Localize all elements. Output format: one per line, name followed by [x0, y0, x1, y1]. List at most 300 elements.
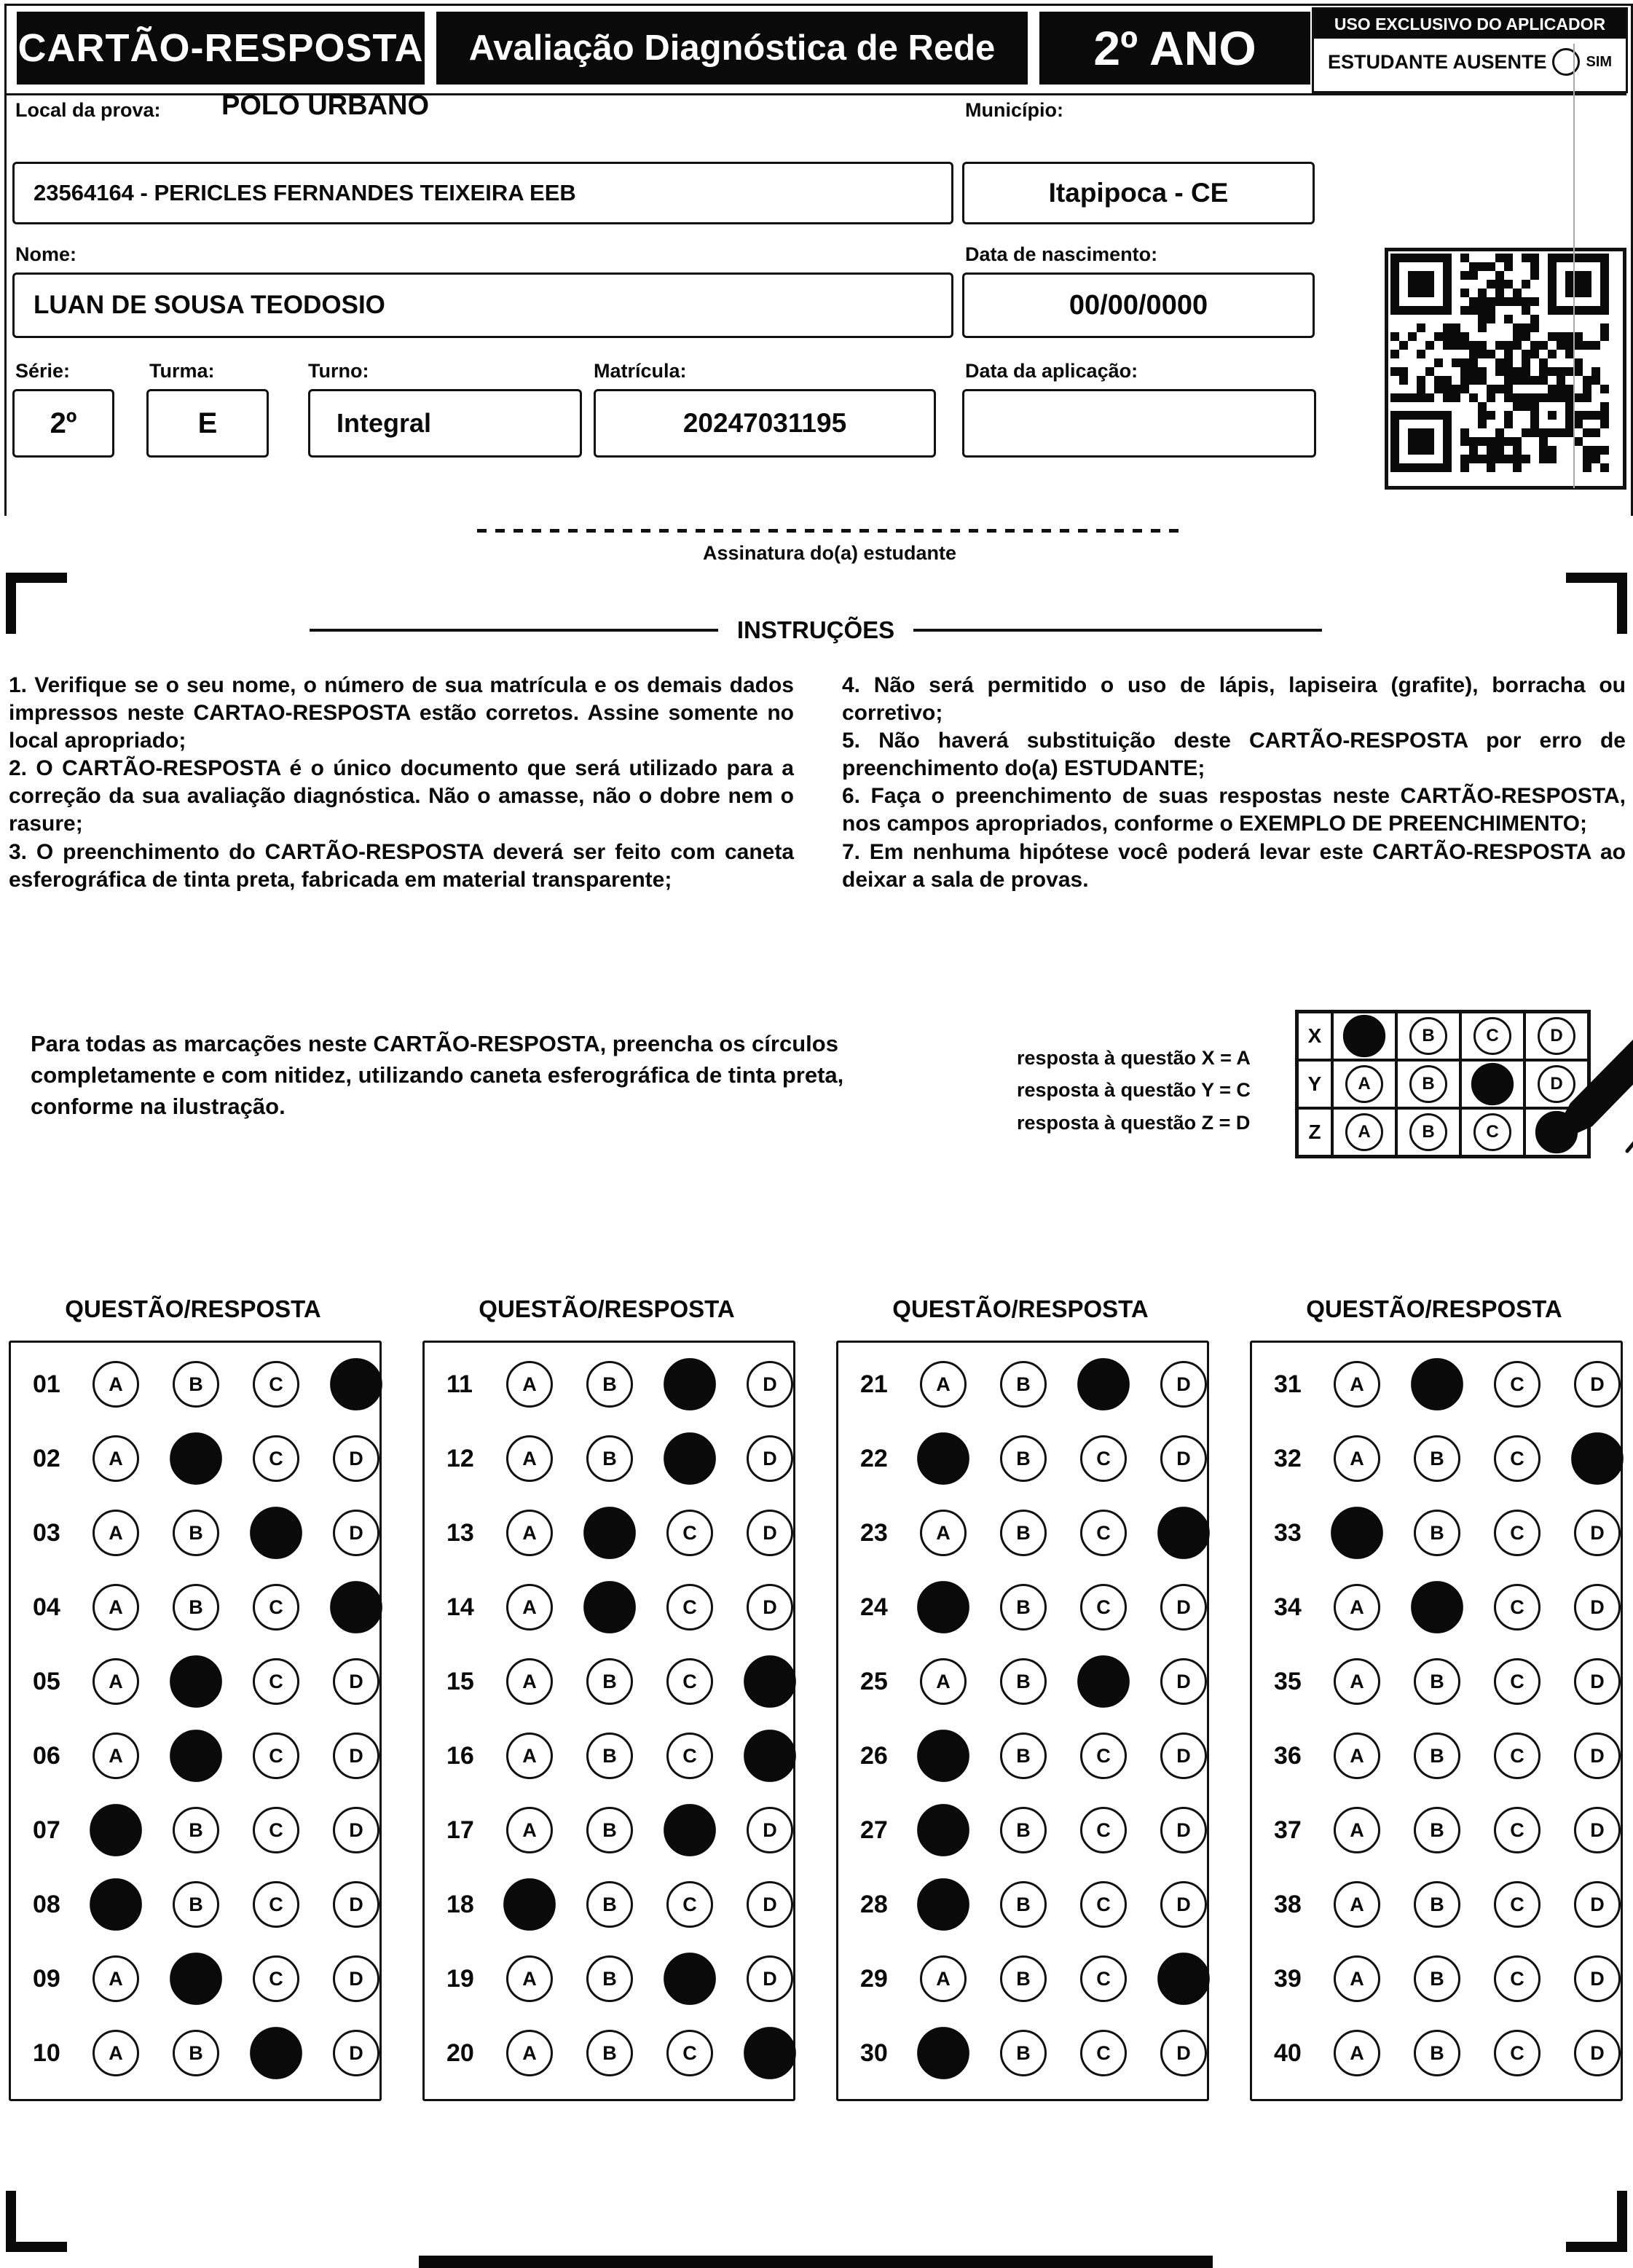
bubble-q19-D[interactable]: D — [747, 1955, 793, 2002]
bubble-q27-A[interactable] — [917, 1804, 969, 1856]
example-option-cell — [1332, 1060, 1396, 1108]
matricula-label: Matrícula: — [594, 360, 687, 382]
bubble-q16-C[interactable]: C — [666, 1733, 713, 1779]
example-bubble-X-A — [1343, 1015, 1385, 1057]
example-legend-line: resposta à questão Y = C — [1017, 1079, 1251, 1102]
bubble-q38-D[interactable]: D — [1574, 1881, 1621, 1928]
answer-column-title-2: QUESTÃO/RESPOSTA — [479, 1295, 735, 1322]
question-number: 01 — [33, 1370, 60, 1398]
bubble-q04-B[interactable]: B — [173, 1584, 219, 1631]
bubble-q39-A[interactable]: A — [1334, 1955, 1380, 2002]
bubble-q24-C[interactable]: C — [1080, 1584, 1127, 1631]
question-number: 17 — [446, 1816, 474, 1844]
bubble-q25-B[interactable]: B — [1000, 1658, 1047, 1705]
bubble-q08-C[interactable]: C — [253, 1881, 299, 1928]
example-bubble-Y-A: A — [1345, 1065, 1383, 1103]
bubble-q09-D[interactable]: D — [333, 1955, 379, 2002]
local-label: Local da prova: — [15, 99, 161, 121]
bubble-q35-C[interactable]: C — [1494, 1658, 1540, 1705]
bubble-q02-A[interactable]: A — [93, 1435, 139, 1482]
bubble-q20-B[interactable]: B — [586, 2030, 633, 2076]
question-number: 11 — [446, 1370, 473, 1398]
bubble-q07-A[interactable] — [90, 1804, 142, 1856]
bubble-q11-D[interactable]: D — [747, 1361, 793, 1408]
bubble-q02-D[interactable]: D — [333, 1435, 379, 1482]
bubble-q14-B[interactable] — [583, 1581, 636, 1633]
bubble-q39-B[interactable]: B — [1414, 1955, 1460, 2002]
bubble-q18-D[interactable]: D — [747, 1881, 793, 1928]
bubble-q37-C[interactable]: C — [1494, 1807, 1540, 1853]
answer-row-40 — [1252, 2016, 1621, 2090]
bubble-q36-D[interactable]: D — [1574, 1733, 1621, 1779]
bubble-q31-C[interactable]: C — [1494, 1361, 1540, 1408]
question-number: 25 — [860, 1667, 888, 1695]
question-number: 16 — [446, 1741, 474, 1770]
bubble-q02-C[interactable]: C — [253, 1435, 299, 1482]
bubble-q12-A[interactable]: A — [506, 1435, 553, 1482]
instruction-item: 1. Verifique se o seu nome, o número de sua matrícula e os demais dados impressos neste CARTAO-RESPOSTA estão corretos. Assine somente no local apropriado; — [9, 673, 794, 753]
answer-row-17 — [425, 1793, 793, 1867]
instruction-item: 3. O preenchimento do CARTÃO-RESPOSTA deverá ser feito com caneta esferográfica de tinta preta, fabricada em material transparente; — [9, 839, 794, 892]
bubble-q28-A[interactable] — [917, 1878, 969, 1931]
bubble-q19-B[interactable]: B — [586, 1955, 633, 2002]
bubble-q13-A[interactable]: A — [506, 1510, 553, 1556]
bubble-q17-D[interactable]: D — [747, 1807, 793, 1853]
instruction-item: 6. Faça o preenchimento de suas respostas neste CARTÃO-RESPOSTA, nos campos apropriados, conforme o EXEMPLO DE PREENCHIMENTO; — [842, 784, 1626, 836]
question-number: 02 — [33, 1444, 60, 1472]
answer-row-15 — [425, 1644, 793, 1719]
bubble-q06-C[interactable]: C — [253, 1733, 299, 1779]
answer-row-21 — [838, 1347, 1207, 1421]
serie-field — [12, 389, 114, 458]
bubble-q08-D[interactable]: D — [333, 1881, 379, 1928]
bubble-q40-B[interactable]: B — [1414, 2030, 1460, 2076]
bubble-q20-A[interactable]: A — [506, 2030, 553, 2076]
bubble-q22-C[interactable]: C — [1080, 1435, 1127, 1482]
bubble-q05-B[interactable] — [170, 1655, 222, 1708]
bubble-q09-A[interactable]: A — [93, 1955, 139, 2002]
bubble-q39-D[interactable]: D — [1574, 1955, 1621, 2002]
question-number: 06 — [33, 1741, 60, 1770]
bubble-q34-C[interactable]: C — [1494, 1584, 1540, 1631]
matricula-value: 20247031195 — [682, 408, 847, 438]
aplicador-exclusive-box — [1312, 7, 1628, 93]
bubble-q28-C[interactable]: C — [1080, 1881, 1127, 1928]
example-bubble-X-D: D — [1538, 1017, 1575, 1055]
example-bubble-Z-A: A — [1345, 1113, 1383, 1151]
question-number: 34 — [1274, 1593, 1302, 1621]
answer-row-35 — [1252, 1644, 1621, 1719]
bubble-q39-C[interactable]: C — [1494, 1955, 1540, 2002]
question-number: 04 — [33, 1593, 60, 1621]
bubble-q13-B[interactable] — [583, 1507, 636, 1559]
nascimento-field — [962, 272, 1315, 338]
matricula-field — [594, 389, 936, 458]
bubble-q04-A[interactable]: A — [93, 1584, 139, 1631]
question-number: 30 — [860, 2039, 888, 2067]
answer-row-36 — [1252, 1719, 1621, 1793]
serie-label: Série: — [15, 360, 71, 382]
answer-row-31 — [1252, 1347, 1621, 1421]
bubble-q13-C[interactable]: C — [666, 1510, 713, 1556]
bubble-q15-D[interactable] — [744, 1655, 796, 1708]
bubble-q23-D[interactable] — [1157, 1507, 1210, 1559]
answer-column-title-3: QUESTÃO/RESPOSTA — [892, 1295, 1149, 1322]
instruction-item: 4. Não será permitido o uso de lápis, lapiseira (grafite), borracha ou corretivo; — [842, 673, 1626, 726]
example-option-cell — [1396, 1012, 1460, 1060]
answer-row-38 — [1252, 1867, 1621, 1942]
answer-row-14 — [425, 1570, 793, 1644]
bubble-q20-D[interactable] — [744, 2027, 796, 2079]
answer-row-24 — [838, 1570, 1207, 1644]
bubble-q34-B[interactable] — [1411, 1581, 1463, 1633]
answer-row-39 — [1252, 1942, 1621, 2016]
bubble-q27-B[interactable]: B — [1000, 1807, 1047, 1853]
answer-row-06 — [11, 1719, 379, 1793]
bubble-q37-A[interactable]: A — [1334, 1807, 1380, 1853]
example-legend-line: resposta à questão Z = D — [1017, 1111, 1251, 1134]
bubble-q14-A[interactable]: A — [506, 1584, 553, 1631]
bubble-q35-B[interactable]: B — [1414, 1658, 1460, 1705]
bubble-q19-C[interactable] — [664, 1953, 716, 2005]
question-number: 08 — [33, 1890, 60, 1918]
question-number: 05 — [33, 1667, 60, 1695]
bubble-q25-D[interactable]: D — [1160, 1658, 1207, 1705]
bubble-q14-C[interactable]: C — [666, 1584, 713, 1631]
bubble-q07-D[interactable]: D — [333, 1807, 379, 1853]
bubble-q21-B[interactable]: B — [1000, 1361, 1047, 1408]
turno-label: Turno: — [308, 360, 369, 382]
registration-mark-top-right — [1566, 573, 1627, 634]
bubble-q37-B[interactable]: B — [1414, 1807, 1460, 1853]
bubble-q17-C[interactable] — [664, 1804, 716, 1856]
question-number: 18 — [446, 1890, 474, 1918]
question-number: 13 — [446, 1518, 474, 1547]
bubble-q17-B[interactable]: B — [586, 1807, 633, 1853]
turma-value: E — [197, 407, 218, 439]
answer-row-25 — [838, 1644, 1207, 1719]
example-row-label: Y — [1307, 1072, 1322, 1095]
bubble-q16-B[interactable]: B — [586, 1733, 633, 1779]
bubble-q14-D[interactable]: D — [747, 1584, 793, 1631]
bubble-q33-C[interactable]: C — [1494, 1510, 1540, 1556]
bubble-q30-D[interactable]: D — [1160, 2030, 1207, 2076]
student-absent-label: ESTUDANTE AUSENTE — [1327, 50, 1547, 73]
bubble-q17-A[interactable]: A — [506, 1807, 553, 1853]
bubble-q01-B[interactable]: B — [173, 1361, 219, 1408]
bubble-q38-C[interactable]: C — [1494, 1881, 1540, 1928]
bubble-q30-C[interactable]: C — [1080, 2030, 1127, 2076]
question-number: 33 — [1274, 1518, 1302, 1547]
question-number: 10 — [33, 2039, 60, 2067]
bubble-q32-D[interactable] — [1571, 1432, 1624, 1485]
bubble-q04-D[interactable] — [330, 1581, 382, 1633]
answer-row-16 — [425, 1719, 793, 1793]
example-option-cell — [1460, 1012, 1524, 1060]
answer-row-05 — [11, 1644, 379, 1719]
example-option-cell — [1332, 1108, 1396, 1156]
question-number: 07 — [33, 1816, 60, 1844]
bubble-q32-B[interactable]: B — [1414, 1435, 1460, 1482]
bubble-q24-A[interactable] — [917, 1581, 969, 1633]
bubble-q10-D[interactable]: D — [333, 2030, 379, 2076]
bubble-q21-C[interactable] — [1077, 1358, 1130, 1410]
question-number: 24 — [860, 1593, 888, 1621]
nome-value: LUAN DE SOUSA TEODOSIO — [34, 291, 385, 319]
bubble-q22-D[interactable]: D — [1160, 1435, 1207, 1482]
instructions-left-column — [9, 672, 794, 894]
bubble-q02-B[interactable] — [170, 1432, 222, 1485]
question-number: 15 — [446, 1667, 474, 1695]
example-bubble-X-B: B — [1409, 1017, 1447, 1055]
bubble-q40-D[interactable]: D — [1574, 2030, 1621, 2076]
sim-label: SIM — [1586, 53, 1613, 70]
example-option-cell — [1396, 1060, 1460, 1108]
answer-box-01-10 — [9, 1341, 382, 2101]
bubble-q12-C[interactable] — [664, 1432, 716, 1485]
answer-row-19 — [425, 1942, 793, 2016]
bubble-q05-A[interactable]: A — [93, 1658, 139, 1705]
municipio-label: Município: — [965, 99, 1063, 121]
bubble-q06-A[interactable]: A — [93, 1733, 139, 1779]
bubble-q23-C[interactable]: C — [1080, 1510, 1127, 1556]
example-option-cell — [1460, 1060, 1524, 1108]
top-section — [4, 4, 1633, 516]
fill-example-text: Para todas as marcações neste CARTÃO-RESPOSTA, preencha os círculos completamente e com nitidez, utilizando caneta esferográfica de tinta preta, conforme na ilustração. — [31, 1031, 844, 1119]
example-row-label-cell — [1297, 1108, 1332, 1156]
bubble-q31-B[interactable] — [1411, 1358, 1463, 1410]
answer-row-29 — [838, 1942, 1207, 2016]
bubble-q20-C[interactable]: C — [666, 2030, 713, 2076]
example-row-label: X — [1307, 1024, 1322, 1047]
bubble-q18-B[interactable]: B — [586, 1881, 633, 1928]
bubble-q11-B[interactable]: B — [586, 1361, 633, 1408]
bubble-q26-D[interactable]: D — [1160, 1733, 1207, 1779]
bubble-q15-B[interactable]: B — [586, 1658, 633, 1705]
bubble-q33-B[interactable]: B — [1414, 1510, 1460, 1556]
answer-box-31-40 — [1250, 1341, 1623, 2101]
bubble-q15-A[interactable]: A — [506, 1658, 553, 1705]
bubble-q30-A[interactable] — [917, 2027, 969, 2079]
bubble-q26-A[interactable] — [917, 1730, 969, 1782]
bubble-q11-A[interactable]: A — [506, 1361, 553, 1408]
bubble-q01-A[interactable]: A — [93, 1361, 139, 1408]
bubble-q08-B[interactable]: B — [173, 1881, 219, 1928]
hand-pen-illustration — [1518, 970, 1633, 1160]
bubble-q25-A[interactable]: A — [920, 1658, 967, 1705]
example-bubble-Y-B: B — [1409, 1065, 1447, 1103]
bubble-q10-B[interactable]: B — [173, 2030, 219, 2076]
answer-row-18 — [425, 1867, 793, 1942]
answer-box-21-30 — [836, 1341, 1209, 2101]
bubble-q32-A[interactable]: A — [1334, 1435, 1380, 1482]
answer-box-11-20 — [422, 1341, 795, 2101]
sheet-title: CARTÃO-RESPOSTA — [17, 12, 425, 85]
bubble-q11-C[interactable] — [664, 1358, 716, 1410]
answer-row-07 — [11, 1793, 379, 1867]
bubble-q29-D[interactable] — [1157, 1953, 1210, 2005]
bubble-q36-A[interactable]: A — [1334, 1733, 1380, 1779]
fill-example-legend — [1017, 1042, 1251, 1139]
question-number: 38 — [1274, 1890, 1302, 1918]
bubble-q01-D[interactable] — [330, 1358, 382, 1410]
answer-column-title-1: QUESTÃO/RESPOSTA — [65, 1295, 321, 1322]
bubble-q33-A[interactable] — [1331, 1507, 1383, 1559]
student-absent-bubble[interactable] — [1552, 48, 1580, 76]
question-number: 23 — [860, 1518, 888, 1547]
bubble-q34-D[interactable]: D — [1574, 1584, 1621, 1631]
bubble-q31-A[interactable]: A — [1334, 1361, 1380, 1408]
bubble-q03-C[interactable] — [250, 1507, 302, 1559]
bubble-q13-D[interactable]: D — [747, 1510, 793, 1556]
bubble-q23-B[interactable]: B — [1000, 1510, 1047, 1556]
bubble-q36-B[interactable]: B — [1414, 1733, 1460, 1779]
bubble-q01-C[interactable]: C — [253, 1361, 299, 1408]
bubble-q29-C[interactable]: C — [1080, 1955, 1127, 2002]
bubble-q07-C[interactable]: C — [253, 1807, 299, 1853]
bubble-q10-C[interactable] — [250, 2027, 302, 2079]
bubble-q33-D[interactable]: D — [1574, 1510, 1621, 1556]
instructions-right-column — [842, 672, 1626, 894]
bubble-q21-D[interactable]: D — [1160, 1361, 1207, 1408]
answer-row-12 — [425, 1421, 793, 1496]
question-number: 39 — [1274, 1964, 1302, 1993]
question-number: 40 — [1274, 2039, 1302, 2067]
bubble-q32-C[interactable]: C — [1494, 1435, 1540, 1482]
question-number: 31 — [1274, 1370, 1302, 1398]
question-number: 28 — [860, 1890, 888, 1918]
bubble-q28-D[interactable]: D — [1160, 1881, 1207, 1928]
bubble-q09-C[interactable]: C — [253, 1955, 299, 2002]
bubble-q10-A[interactable]: A — [93, 2030, 139, 2076]
bubble-q07-B[interactable]: B — [173, 1807, 219, 1853]
example-bubble-Y-D: D — [1538, 1065, 1575, 1103]
bubble-q24-D[interactable]: D — [1160, 1584, 1207, 1631]
nascimento-label: Data de nascimento: — [965, 243, 1158, 265]
bubble-q28-B[interactable]: B — [1000, 1881, 1047, 1928]
instructions-rule-left — [310, 629, 718, 632]
question-number: 09 — [33, 1964, 60, 1993]
bubble-q34-A[interactable]: A — [1334, 1584, 1380, 1631]
bubble-q35-A[interactable]: A — [1334, 1658, 1380, 1705]
bubble-q19-A[interactable]: A — [506, 1955, 553, 2002]
bubble-q30-B[interactable]: B — [1000, 2030, 1047, 2076]
answer-row-20 — [425, 2016, 793, 2090]
bubble-q05-D[interactable]: D — [333, 1658, 379, 1705]
signature-line[interactable] — [477, 529, 1182, 533]
turma-label: Turma: — [149, 360, 215, 382]
bubble-q36-C[interactable]: C — [1494, 1733, 1540, 1779]
example-row-label-cell — [1297, 1012, 1332, 1060]
answer-row-13 — [425, 1496, 793, 1570]
bubble-q15-C[interactable]: C — [666, 1658, 713, 1705]
bubble-q04-C[interactable]: C — [253, 1584, 299, 1631]
turma-field — [146, 389, 269, 458]
bubble-q38-A[interactable]: A — [1334, 1881, 1380, 1928]
bubble-q16-A[interactable]: A — [506, 1733, 553, 1779]
bubble-q29-A[interactable]: A — [920, 1955, 967, 2002]
bubble-q03-B[interactable]: B — [173, 1510, 219, 1556]
answer-row-08 — [11, 1867, 379, 1942]
bubble-q27-C[interactable]: C — [1080, 1807, 1127, 1853]
school-field — [12, 162, 953, 224]
bubble-q22-A[interactable] — [917, 1432, 969, 1485]
bubble-q09-B[interactable] — [170, 1953, 222, 2005]
bubble-q40-A[interactable]: A — [1334, 2030, 1380, 2076]
nascimento-value: 00/00/0000 — [1069, 289, 1208, 321]
question-number: 03 — [33, 1518, 60, 1547]
bubble-q18-C[interactable]: C — [666, 1881, 713, 1928]
answer-row-28 — [838, 1867, 1207, 1942]
aplicacao-field[interactable] — [962, 389, 1316, 458]
bubble-q37-D[interactable]: D — [1574, 1807, 1621, 1853]
bubble-q26-B[interactable]: B — [1000, 1733, 1047, 1779]
municipio-value: Itapipoca - CE — [1048, 178, 1229, 208]
bubble-q12-D[interactable]: D — [747, 1435, 793, 1482]
bubble-q26-C[interactable]: C — [1080, 1733, 1127, 1779]
question-number: 14 — [446, 1593, 474, 1621]
bubble-q27-D[interactable]: D — [1160, 1807, 1207, 1853]
bubble-q40-C[interactable]: C — [1494, 2030, 1540, 2076]
bubble-q06-D[interactable]: D — [333, 1733, 379, 1779]
aplicador-box-title: USO EXCLUSIVO DO APLICADOR — [1314, 9, 1626, 39]
bubble-q06-B[interactable] — [170, 1730, 222, 1782]
answer-row-30 — [838, 2016, 1207, 2090]
answer-row-10 — [11, 2016, 379, 2090]
bubble-q35-D[interactable]: D — [1574, 1658, 1621, 1705]
bubble-q22-B[interactable]: B — [1000, 1435, 1047, 1482]
bubble-q23-A[interactable]: A — [920, 1510, 967, 1556]
question-number: 19 — [446, 1964, 474, 1993]
example-row-label: Z — [1308, 1121, 1321, 1143]
question-number: 36 — [1274, 1741, 1302, 1770]
bubble-q05-C[interactable]: C — [253, 1658, 299, 1705]
qr-code — [1385, 248, 1626, 490]
example-row-label-cell — [1297, 1060, 1332, 1108]
bubble-q21-A[interactable]: A — [920, 1361, 967, 1408]
instructions-title: INSTRUÇÕES — [736, 616, 895, 643]
bubble-q03-A[interactable]: A — [93, 1510, 139, 1556]
bubble-q38-B[interactable]: B — [1414, 1881, 1460, 1928]
turno-value: Integral — [337, 408, 432, 438]
bubble-q29-B[interactable]: B — [1000, 1955, 1047, 2002]
bubble-q31-D[interactable]: D — [1574, 1361, 1621, 1408]
example-bubble-Y-C — [1471, 1063, 1514, 1105]
registration-mark-top-left — [6, 573, 67, 634]
answer-row-26 — [838, 1719, 1207, 1793]
municipio-field — [962, 162, 1315, 224]
assessment-title: Avaliação Diagnóstica de Rede — [436, 12, 1028, 85]
bubble-q03-D[interactable]: D — [333, 1510, 379, 1556]
timing-bar — [419, 2256, 1213, 2268]
answer-column-title-4: QUESTÃO/RESPOSTA — [1306, 1295, 1562, 1322]
answer-row-23 — [838, 1496, 1207, 1570]
answer-row-04 — [11, 1570, 379, 1644]
answer-row-37 — [1252, 1793, 1621, 1867]
bubble-q12-B[interactable]: B — [586, 1435, 633, 1482]
bubble-q08-A[interactable] — [90, 1878, 142, 1931]
bubble-q25-C[interactable] — [1077, 1655, 1130, 1708]
question-number: 12 — [446, 1444, 474, 1472]
bubble-q18-A[interactable] — [503, 1878, 556, 1931]
answer-row-33 — [1252, 1496, 1621, 1570]
bubble-q24-B[interactable]: B — [1000, 1584, 1047, 1631]
bubble-q16-D[interactable] — [744, 1730, 796, 1782]
example-legend-line: resposta à questão X = A — [1017, 1047, 1251, 1069]
instructions-rule-right — [913, 629, 1322, 632]
question-number: 22 — [860, 1444, 888, 1472]
example-bubble-X-C: C — [1473, 1017, 1511, 1055]
